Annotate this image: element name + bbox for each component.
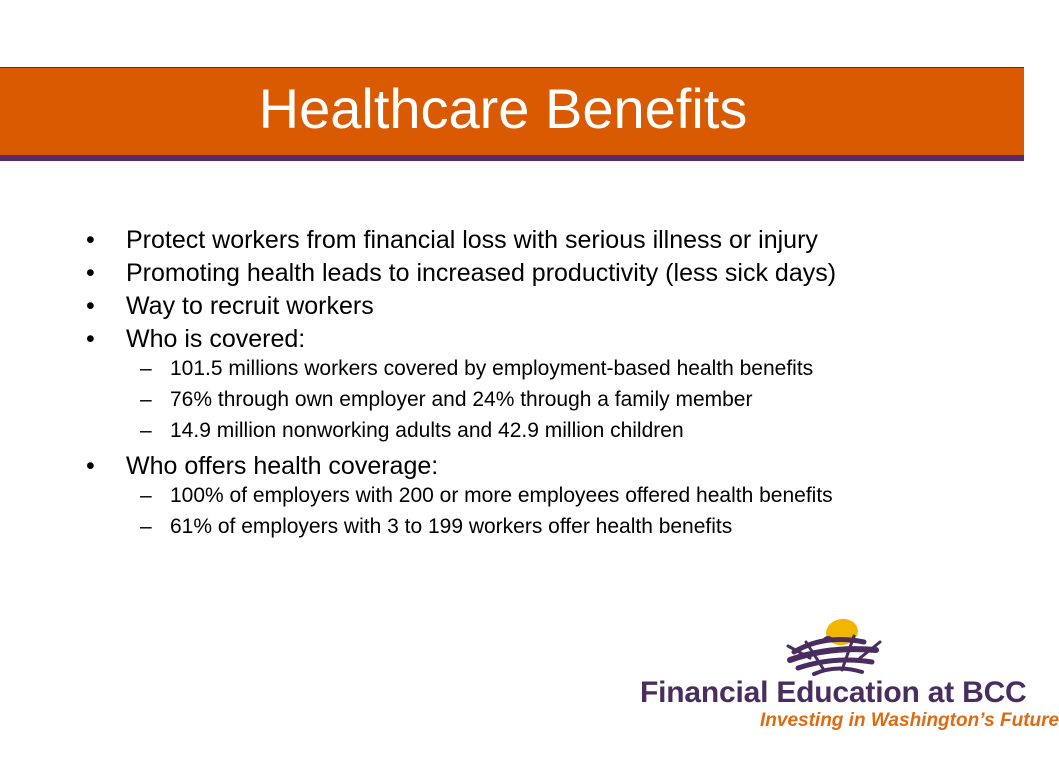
bullet-text: Promoting health leads to increased productivity (less sick days): [126, 259, 837, 287]
sub-bullet-text: 61% of employers with 3 to 199 workers offer health benefits: [170, 515, 733, 538]
sub-bullet-item: [132, 484, 966, 508]
bullet-text: Way to recruit workers: [126, 292, 374, 320]
bullet-item: [86, 224, 966, 257]
dash-marker: –: [140, 419, 152, 442]
sub-bullet-list: [86, 357, 966, 443]
bullet-text: Protect workers from financial loss with serious illness or injury: [126, 226, 818, 254]
sub-bullet-text: 14.9 million nonworking adults and 42.9 million children: [170, 419, 684, 442]
dash-marker: –: [140, 357, 152, 380]
sub-bullet-text: 76% through own employer and 24% through a family member: [170, 388, 753, 411]
bullet-list: [86, 224, 966, 546]
sub-bullet-item: [132, 357, 966, 381]
logo-name: Financial Education at BCC: [640, 676, 1027, 709]
bullet-text: Who is covered:: [126, 325, 306, 353]
bullet-item: [86, 323, 966, 356]
bullet-item: [86, 257, 966, 290]
bullet-marker: •: [86, 325, 95, 353]
logo-tagline: Investing in Washington’s Future: [760, 710, 1059, 731]
dash-marker: –: [140, 388, 152, 411]
dash-marker: –: [140, 484, 152, 507]
bullet-marker: •: [86, 292, 95, 320]
sub-bullet-text: 101.5 millions workers covered by employment-based health benefits: [170, 357, 814, 380]
bullet-marker: •: [86, 226, 95, 254]
bcc-logo: [636, 612, 1059, 736]
sub-bullet-item: [132, 515, 966, 539]
title-underline: [0, 155, 1024, 161]
sub-bullet-text: 100% of employers with 200 or more employees offered health benefits: [170, 484, 833, 507]
sub-bullet-item: [132, 419, 966, 443]
slide-title: Healthcare Benefits: [258, 77, 748, 140]
bullet-marker: •: [86, 259, 95, 287]
sub-bullet-list: [86, 484, 966, 539]
bullet-text: Who offers health coverage:: [126, 452, 439, 480]
nest-with-egg-icon: [784, 612, 884, 676]
bullet-item: [86, 450, 966, 483]
bullet-marker: •: [86, 452, 95, 480]
sub-bullet-item: [132, 388, 966, 412]
dash-marker: –: [140, 515, 152, 538]
bullet-item: [86, 290, 966, 323]
